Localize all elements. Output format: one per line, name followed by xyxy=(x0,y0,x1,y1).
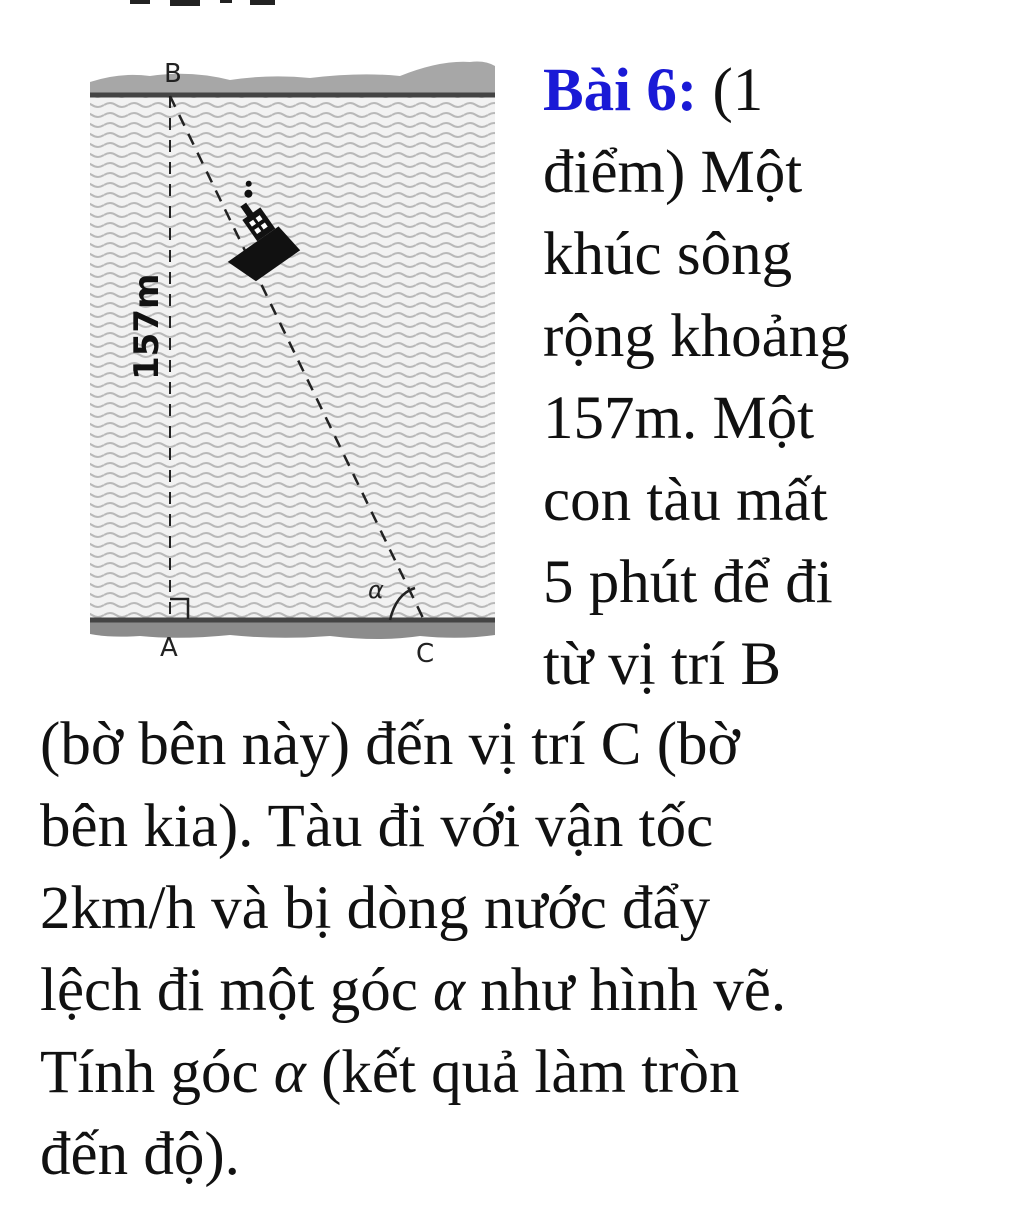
text-line-4: rộng khoảng xyxy=(543,303,850,370)
cropped-text-remnant xyxy=(130,0,280,10)
problem-text-bottom xyxy=(40,704,1015,1196)
text-line-13 xyxy=(40,1032,1015,1114)
problem-heading-line xyxy=(543,50,1013,132)
label-b: B xyxy=(164,59,182,89)
far-bank-hills xyxy=(90,62,495,96)
text-line-13-start: Tính góc xyxy=(40,1039,274,1106)
text-line-13-end: (kết quả làm tròn xyxy=(305,1039,740,1106)
text-line-7: 5 phút để đi xyxy=(543,549,833,616)
label-alpha: α xyxy=(368,576,384,604)
label-a: A xyxy=(160,633,178,663)
problem-title: Bài 6: xyxy=(543,57,698,124)
river-diagram-svg xyxy=(80,50,500,670)
problem-points: (1 xyxy=(712,57,764,124)
text-line-12-start: lệch đi một góc xyxy=(40,957,434,1024)
text-line-3: khúc sông xyxy=(543,221,793,288)
text-line-9: (bờ bên này) đến vị trí C (bờ xyxy=(40,711,740,778)
problem-text-side xyxy=(543,50,1013,706)
width-label: 157m xyxy=(127,273,167,380)
text-line-6: con tàu mất xyxy=(543,467,828,534)
text-line-8: từ vị trí B xyxy=(543,631,782,698)
text-line-12-end: như hình vẽ. xyxy=(465,957,787,1024)
alpha-symbol: α xyxy=(433,957,466,1024)
text-line-2: điểm) Một xyxy=(543,139,803,206)
text-line-10: bên kia). Tàu đi với vận tốc xyxy=(40,793,714,860)
near-bank xyxy=(90,620,495,639)
text-line-12 xyxy=(40,950,1015,1032)
text-line-14: đến độ). xyxy=(40,1121,240,1188)
text-line-11: 2km/h và bị dòng nước đẩy xyxy=(40,875,711,942)
river-diagram xyxy=(80,50,500,670)
alpha-symbol: α xyxy=(273,1039,306,1106)
text-line-5: 157m. Một xyxy=(543,385,815,452)
label-c: C xyxy=(416,639,435,669)
